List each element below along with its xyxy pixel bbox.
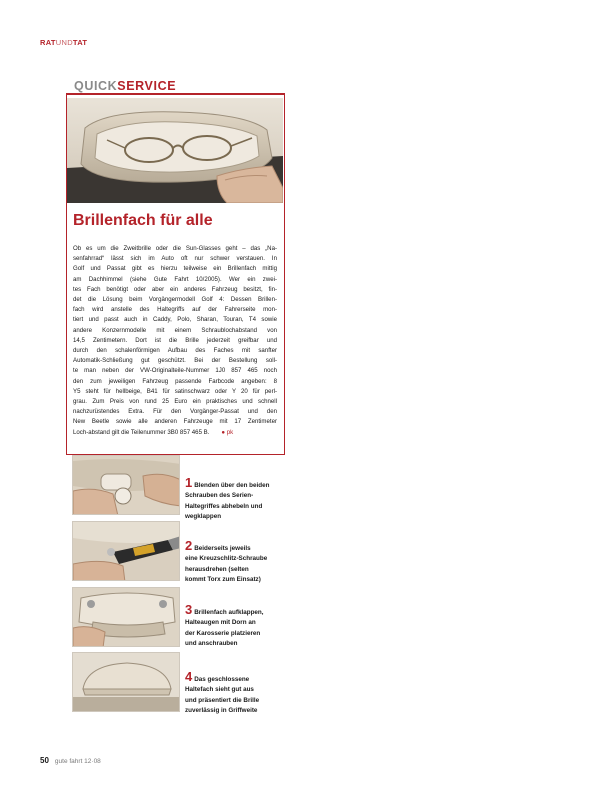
body-line: det die Lösung beim Vorgängermodell Golf 4: Dessen Brillen- xyxy=(73,296,277,304)
step-1-number: 1 xyxy=(185,475,193,490)
body-line: senfahrrad“ lässt sich im Auto oft nur schwer verstauen. In xyxy=(73,255,277,263)
step-2-photo xyxy=(72,521,180,581)
body-line: tiert und passt auch in Caddy, Polo, Sharan, Touran, T4 sowie xyxy=(73,316,277,324)
body-line: fach wird anstelle des Haltegriffs auf der Fahrerseite mon- xyxy=(73,306,277,314)
section-tag-tat: TAT xyxy=(72,38,88,47)
step-2-line: Beiderseits jeweils xyxy=(194,545,251,552)
section-tag-rat: RAT xyxy=(40,38,56,47)
step-1-line: Blenden über den beiden xyxy=(194,482,270,489)
body-line: am Dachhimmel (siehe Gute Fahrt 10/2005). Wer ein zwei- xyxy=(73,275,277,283)
step-1-photo xyxy=(72,455,180,515)
step-3-line: Brillenfach aufklappen, xyxy=(194,609,264,616)
step-2-line: eine Kreuzschlitz-Schraube xyxy=(185,555,268,563)
step-2-text xyxy=(185,538,290,585)
body-line-text: Loch-abstand gilt die Teilenummer 3B0 857 465 B. xyxy=(73,428,210,436)
body-line: New Beetle sowie alle anderen Fahrzeuge mit 17 Zentimeter xyxy=(73,418,277,426)
body-line: te man neben der VW-Originalteile-Nummer 1J0 857 465 noch xyxy=(73,367,277,375)
step-3-number: 3 xyxy=(185,602,193,617)
body-line-last xyxy=(73,428,277,438)
page-number: 50 xyxy=(40,756,49,765)
body-line: Ob es um die Zweitbrille oder die Sun-Glasses geht – das „Na- xyxy=(73,245,277,252)
magazine-issue: gute fahrt 12·08 xyxy=(54,758,101,765)
body-line: Automatik-Schließung gut geschützt. Bei der Bestellung soll- xyxy=(73,357,277,365)
article-headline: Brillenfach für alle xyxy=(73,212,213,229)
step-4-number: 4 xyxy=(185,669,193,684)
body-line: tes Fach benötigt oder aber ein anderes Fahrzeug besitzt, fin- xyxy=(73,285,277,293)
section-tag-und: UND xyxy=(55,38,73,47)
title-service: SERVICE xyxy=(117,79,177,93)
author-tag: ● pk xyxy=(221,428,234,436)
body-line: den zum jeweiligen Fahrzeug passende Farbcode angeben: 8 xyxy=(73,377,277,385)
body-line: Golf und Passat gibt es hierzu teilweise ein Brillenfach mittig xyxy=(73,265,277,273)
step-1-text xyxy=(185,475,290,522)
step-3-line: Halteaugen mit Dorn an xyxy=(185,619,256,627)
page-footer xyxy=(40,756,101,765)
body-line: durch den schalenförmigen Aufbau des Faches mit sanfter xyxy=(73,347,277,355)
step-4-line: Haltefach sieht gut aus xyxy=(185,686,254,694)
step-1-line: Schrauben des Serien- xyxy=(185,492,254,500)
step-3-line: der Karosserie platzieren xyxy=(185,629,261,637)
step-3-photo xyxy=(72,587,180,647)
article-body xyxy=(73,244,277,438)
title-quick: QUICK xyxy=(74,79,118,93)
step-1-line: Haltegriffes abhebeln und xyxy=(185,502,263,510)
body-line: nachzurüstendes Extra. Für den Vorgänger-Passat und den xyxy=(73,408,277,416)
step-4-line: und präsentiert die Brille xyxy=(185,696,260,704)
step-2-line: kommt Torx zum Einsatz) xyxy=(185,575,261,583)
body-line: Y5 steht für hellbeige, B41 für satinschwarz oder Y 20 für perl- xyxy=(73,387,277,395)
body-line: 14,5 Zentimetern. Dort ist die Brille jederzeit greifbar und xyxy=(73,336,277,344)
step-1-line: wegklappen xyxy=(185,512,222,520)
step-2-number: 2 xyxy=(185,538,193,553)
step-3-text xyxy=(185,602,290,649)
quickservice-title xyxy=(74,79,176,93)
hero-photo xyxy=(67,98,283,203)
step-3-line: und anschrauben xyxy=(185,639,238,647)
step-4-text xyxy=(185,669,290,716)
body-line: andere Konzernmodelle mit einem Schraublochabstand von xyxy=(73,326,277,334)
step-2-line: herausdrehen (selten xyxy=(185,565,249,573)
step-4-photo xyxy=(72,652,180,712)
body-line: grau. Zum Preis von rund 25 Euro ein praktisches und schnell xyxy=(73,398,277,406)
step-4-line: Das geschlossene xyxy=(194,676,250,683)
step-4-line: zuverlässig in Griffweite xyxy=(185,706,258,714)
section-tag xyxy=(40,38,87,47)
